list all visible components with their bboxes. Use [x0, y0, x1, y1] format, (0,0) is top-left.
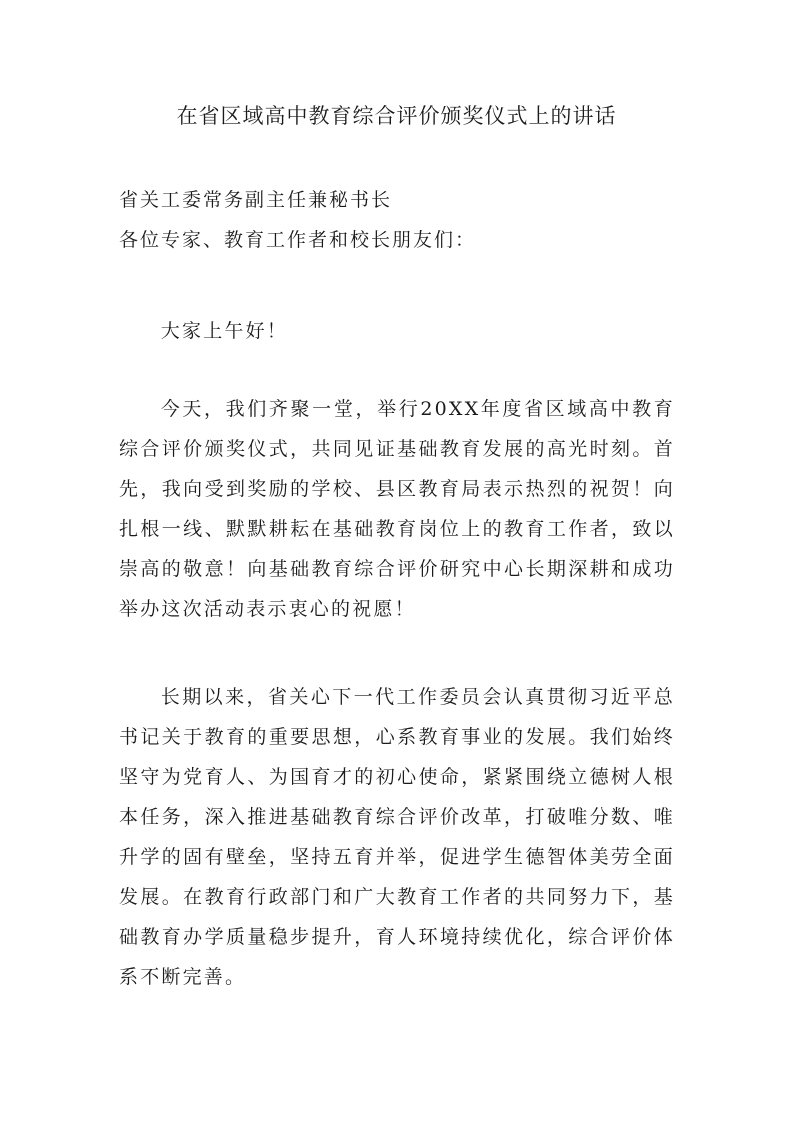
- greeting-paragraph: 大家上午好！: [160, 320, 288, 342]
- body-paragraph-2: 长期以来，省关心下一代工作委员会认真贯彻习近平总书记关于教育的重要思想，心系教育事业的发展。我们始终坚守为党育人、为国育才的初心使命，紧紧围绕立德树人根本任务，深入推进基础教育综合评价改革，打破唯分数、唯升学的固有壁垒，坚持五育并举，促进学生德智体美劳全面发展。在教育行政部门和广大教育工作者的共同努力下，基础教育办学质量稳步提升，育人环境持续优化，综合评价体系不断完善。: [119, 686, 675, 988]
- document-title: 在省区域高中教育综合评价颁奖仪式上的讲话: [176, 104, 617, 128]
- salutation-line: 各位专家、教育工作者和校长朋友们：: [119, 229, 477, 251]
- body-paragraph-1: 今天，我们齐聚一堂，举行20XX年度省区域高中教育综合评价颁奖仪式，共同见证基础教育发展的高光时刻。首先，我向受到奖励的学校、县区教育局表示热烈的祝贺！向扎根一线、默默耕耘在基础教育岗位上的教育工作者，致以崇高的敬意！向基础教育综合评价研究中心长期深耕和成功举办这次活动表示衷心的祝愿！: [119, 398, 675, 620]
- speaker-line: 省关工委常务副主任兼秘书长: [119, 189, 393, 211]
